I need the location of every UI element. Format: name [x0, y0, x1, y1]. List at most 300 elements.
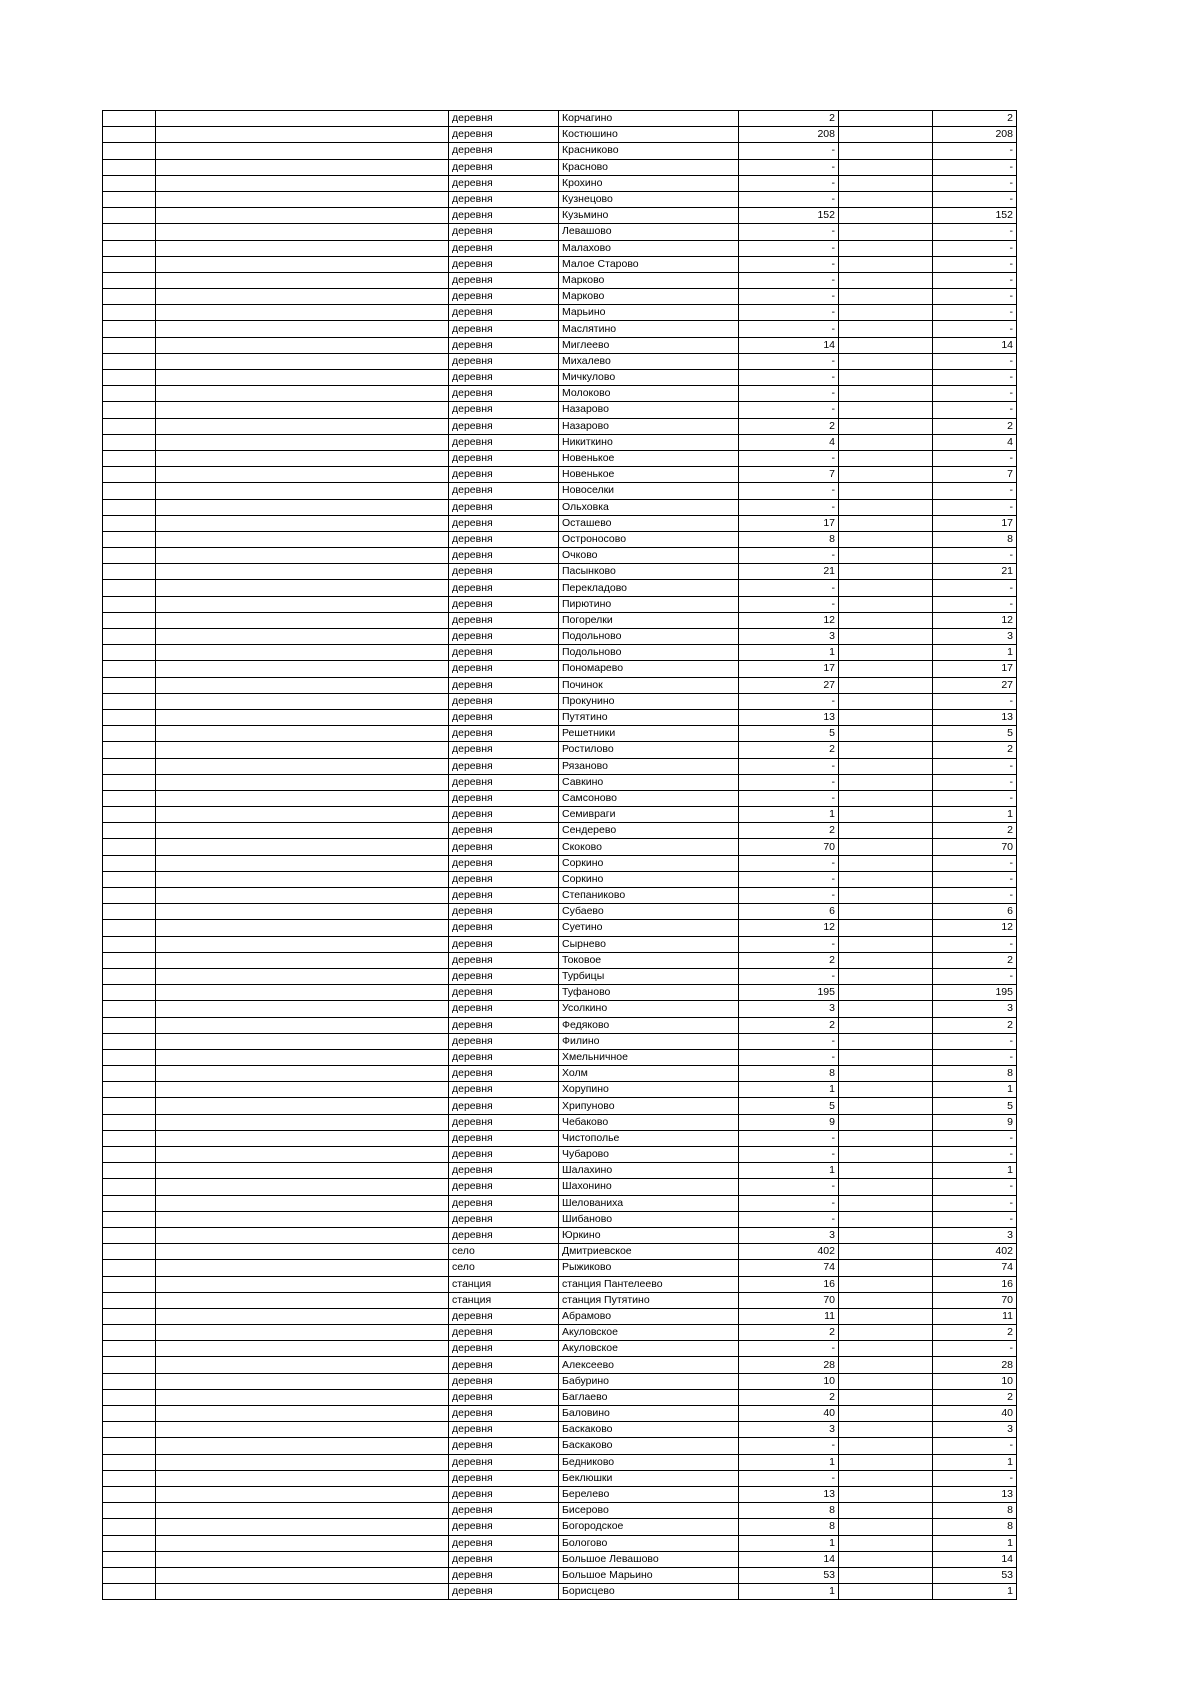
settlement-name-cell: Новенькое: [559, 467, 739, 483]
settlement-name-cell: Корчагино: [559, 111, 739, 127]
settlement-name-cell: Семивраги: [559, 807, 739, 823]
population-total-cell: 11: [739, 1308, 839, 1324]
population-value-cell: -: [933, 1470, 1017, 1486]
population-total-cell: 8: [739, 1066, 839, 1082]
empty-cell: [103, 175, 156, 191]
empty-cell: [839, 677, 933, 693]
empty-cell: [839, 596, 933, 612]
empty-cell: [839, 693, 933, 709]
empty-cell: [103, 515, 156, 531]
settlement-name-cell: Баскаково: [559, 1422, 739, 1438]
table-row: [103, 1389, 1017, 1405]
empty-cell: [103, 467, 156, 483]
population-total-cell: -: [739, 240, 839, 256]
empty-cell: [103, 127, 156, 143]
empty-cell: [839, 1033, 933, 1049]
population-value-cell: 1: [933, 807, 1017, 823]
settlement-type-cell: деревня: [449, 839, 559, 855]
empty-cell: [839, 208, 933, 224]
population-value-cell: -: [933, 580, 1017, 596]
settlement-type-cell: деревня: [449, 1422, 559, 1438]
empty-cell: [103, 677, 156, 693]
empty-cell: [156, 548, 449, 564]
population-value-cell: -: [933, 305, 1017, 321]
empty-cell: [103, 1519, 156, 1535]
empty-cell: [103, 661, 156, 677]
population-value-cell: 2: [933, 952, 1017, 968]
empty-cell: [103, 208, 156, 224]
empty-cell: [839, 1292, 933, 1308]
empty-cell: [103, 1406, 156, 1422]
settlement-type-cell: деревня: [449, 127, 559, 143]
empty-cell: [156, 823, 449, 839]
empty-cell: [156, 726, 449, 742]
settlement-type-cell: деревня: [449, 1373, 559, 1389]
empty-cell: [839, 580, 933, 596]
population-value-cell: 7: [933, 467, 1017, 483]
empty-cell: [156, 224, 449, 240]
empty-cell: [839, 1049, 933, 1065]
table-row: [103, 1551, 1017, 1567]
settlement-name-cell: Малое Старово: [559, 256, 739, 272]
empty-cell: [103, 823, 156, 839]
empty-cell: [156, 515, 449, 531]
settlement-name-cell: Пасынково: [559, 564, 739, 580]
population-value-cell: -: [933, 321, 1017, 337]
empty-cell: [156, 1276, 449, 1292]
population-value-cell: 1: [933, 1163, 1017, 1179]
empty-cell: [103, 1422, 156, 1438]
empty-cell: [839, 1066, 933, 1082]
empty-cell: [839, 143, 933, 159]
empty-cell: [156, 1098, 449, 1114]
empty-cell: [839, 1017, 933, 1033]
population-total-cell: 1: [739, 1082, 839, 1098]
empty-cell: [839, 855, 933, 871]
empty-cell: [103, 240, 156, 256]
table-row: [103, 531, 1017, 547]
population-total-cell: -: [739, 871, 839, 887]
population-total-cell: 195: [739, 985, 839, 1001]
settlement-name-cell: Беклюшки: [559, 1470, 739, 1486]
population-total-cell: 5: [739, 1098, 839, 1114]
settlement-type-cell: деревня: [449, 499, 559, 515]
population-value-cell: 28: [933, 1357, 1017, 1373]
population-value-cell: -: [933, 758, 1017, 774]
table-row: [103, 1260, 1017, 1276]
table-row: [103, 1147, 1017, 1163]
empty-cell: [156, 985, 449, 1001]
table-row: [103, 272, 1017, 288]
population-value-cell: -: [933, 499, 1017, 515]
empty-cell: [156, 272, 449, 288]
table-row: [103, 289, 1017, 305]
settlement-type-cell: деревня: [449, 386, 559, 402]
settlement-type-cell: деревня: [449, 661, 559, 677]
settlement-type-cell: деревня: [449, 904, 559, 920]
population-total-cell: -: [739, 1341, 839, 1357]
settlement-type-cell: деревня: [449, 612, 559, 628]
empty-cell: [839, 224, 933, 240]
settlement-name-cell: Очково: [559, 548, 739, 564]
population-value-cell: 5: [933, 1098, 1017, 1114]
empty-cell: [103, 1357, 156, 1373]
empty-cell: [839, 159, 933, 175]
population-value-cell: -: [933, 1049, 1017, 1065]
empty-cell: [156, 111, 449, 127]
empty-cell: [156, 1017, 449, 1033]
table-row: [103, 515, 1017, 531]
empty-cell: [103, 143, 156, 159]
population-total-cell: 2: [739, 1389, 839, 1405]
settlement-name-cell: Ольховка: [559, 499, 739, 515]
population-value-cell: 14: [933, 1551, 1017, 1567]
settlement-name-cell: Красново: [559, 159, 739, 175]
settlement-name-cell: Погорелки: [559, 612, 739, 628]
table-row: [103, 1422, 1017, 1438]
empty-cell: [103, 726, 156, 742]
population-total-cell: -: [739, 855, 839, 871]
empty-cell: [103, 256, 156, 272]
settlement-name-cell: Баглаево: [559, 1389, 739, 1405]
population-total-cell: -: [739, 758, 839, 774]
population-value-cell: 2: [933, 823, 1017, 839]
table-row: [103, 1195, 1017, 1211]
empty-cell: [839, 256, 933, 272]
population-value-cell: -: [933, 855, 1017, 871]
settlement-name-cell: Пирютино: [559, 596, 739, 612]
empty-cell: [839, 1276, 933, 1292]
table-row: [103, 888, 1017, 904]
population-total-cell: -: [739, 256, 839, 272]
population-value-cell: 2: [933, 111, 1017, 127]
empty-cell: [156, 1454, 449, 1470]
settlement-type-cell: деревня: [449, 693, 559, 709]
settlement-type-cell: деревня: [449, 952, 559, 968]
population-total-cell: 53: [739, 1567, 839, 1583]
settlement-type-cell: деревня: [449, 985, 559, 1001]
empty-cell: [156, 1147, 449, 1163]
empty-cell: [156, 1519, 449, 1535]
empty-cell: [839, 1211, 933, 1227]
empty-cell: [156, 1195, 449, 1211]
table-row: [103, 1163, 1017, 1179]
settlement-name-cell: Рыжиково: [559, 1260, 739, 1276]
empty-cell: [103, 1276, 156, 1292]
table-row: [103, 1276, 1017, 1292]
settlement-type-cell: деревня: [449, 1551, 559, 1567]
settlement-name-cell: Шелованиха: [559, 1195, 739, 1211]
settlement-name-cell: Филино: [559, 1033, 739, 1049]
empty-cell: [839, 1357, 933, 1373]
settlement-name-cell: Починок: [559, 677, 739, 693]
empty-cell: [103, 1163, 156, 1179]
table-row: [103, 1535, 1017, 1551]
population-total-cell: -: [739, 596, 839, 612]
population-total-cell: 10: [739, 1373, 839, 1389]
empty-cell: [839, 353, 933, 369]
empty-cell: [839, 1470, 933, 1486]
settlement-type-cell: деревня: [449, 1341, 559, 1357]
empty-cell: [156, 1357, 449, 1373]
table-row: [103, 1438, 1017, 1454]
population-value-cell: -: [933, 1195, 1017, 1211]
table-row: [103, 208, 1017, 224]
population-total-cell: 2: [739, 111, 839, 127]
population-value-cell: 3: [933, 629, 1017, 645]
settlement-type-cell: деревня: [449, 677, 559, 693]
empty-cell: [839, 1567, 933, 1583]
settlement-type-cell: деревня: [449, 548, 559, 564]
population-value-cell: 1: [933, 1584, 1017, 1600]
population-value-cell: -: [933, 968, 1017, 984]
population-total-cell: -: [739, 386, 839, 402]
settlement-name-cell: Малахово: [559, 240, 739, 256]
settlement-type-cell: деревня: [449, 1211, 559, 1227]
settlement-type-cell: деревня: [449, 272, 559, 288]
empty-cell: [103, 1195, 156, 1211]
settlement-name-cell: Подольново: [559, 629, 739, 645]
settlement-name-cell: Молоково: [559, 386, 739, 402]
population-total-cell: -: [739, 968, 839, 984]
settlement-type-cell: деревня: [449, 515, 559, 531]
empty-cell: [103, 936, 156, 952]
table-row: [103, 855, 1017, 871]
settlement-type-cell: деревня: [449, 289, 559, 305]
table-row: [103, 645, 1017, 661]
table-row: [103, 823, 1017, 839]
empty-cell: [103, 693, 156, 709]
empty-cell: [103, 1567, 156, 1583]
population-value-cell: 70: [933, 1292, 1017, 1308]
empty-cell: [839, 175, 933, 191]
table-row: [103, 224, 1017, 240]
settlement-name-cell: Богородское: [559, 1519, 739, 1535]
population-total-cell: 14: [739, 337, 839, 353]
population-total-cell: -: [739, 175, 839, 191]
settlement-name-cell: Решетники: [559, 726, 739, 742]
population-value-cell: -: [933, 191, 1017, 207]
empty-cell: [156, 1341, 449, 1357]
empty-cell: [103, 1292, 156, 1308]
empty-cell: [839, 1308, 933, 1324]
population-value-cell: 195: [933, 985, 1017, 1001]
table-row: [103, 661, 1017, 677]
table-row: [103, 1130, 1017, 1146]
settlement-type-cell: станция: [449, 1292, 559, 1308]
settlement-name-cell: Марково: [559, 289, 739, 305]
population-value-cell: -: [933, 289, 1017, 305]
settlement-type-cell: деревня: [449, 467, 559, 483]
table-row: [103, 175, 1017, 191]
settlement-name-cell: Баловино: [559, 1406, 739, 1422]
empty-cell: [156, 709, 449, 725]
population-value-cell: -: [933, 596, 1017, 612]
empty-cell: [103, 904, 156, 920]
table-row: [103, 483, 1017, 499]
settlement-type-cell: деревня: [449, 370, 559, 386]
settlement-name-cell: Самсоново: [559, 790, 739, 806]
population-total-cell: -: [739, 289, 839, 305]
empty-cell: [103, 774, 156, 790]
empty-cell: [103, 1438, 156, 1454]
empty-cell: [839, 904, 933, 920]
settlement-type-cell: деревня: [449, 1325, 559, 1341]
population-value-cell: -: [933, 1179, 1017, 1195]
empty-cell: [839, 337, 933, 353]
settlement-type-cell: деревня: [449, 143, 559, 159]
empty-cell: [103, 434, 156, 450]
population-total-cell: 1: [739, 1584, 839, 1600]
table-row: [103, 402, 1017, 418]
settlement-type-cell: деревня: [449, 1519, 559, 1535]
settlement-name-cell: Берелево: [559, 1486, 739, 1502]
empty-cell: [839, 450, 933, 466]
settlement-name-cell: Шибаново: [559, 1211, 739, 1227]
settlements-table: [102, 110, 1017, 1600]
empty-cell: [156, 256, 449, 272]
settlement-name-cell: Назарово: [559, 402, 739, 418]
empty-cell: [839, 272, 933, 288]
empty-cell: [156, 1308, 449, 1324]
settlement-type-cell: деревня: [449, 1584, 559, 1600]
empty-cell: [839, 1325, 933, 1341]
settlement-name-cell: Марково: [559, 272, 739, 288]
empty-cell: [839, 1227, 933, 1243]
table-row: [103, 418, 1017, 434]
population-value-cell: -: [933, 143, 1017, 159]
settlement-type-cell: деревня: [449, 823, 559, 839]
table-row: [103, 1001, 1017, 1017]
settlement-name-cell: Чебаково: [559, 1114, 739, 1130]
population-value-cell: 1: [933, 1454, 1017, 1470]
population-total-cell: -: [739, 191, 839, 207]
settlement-type-cell: деревня: [449, 1017, 559, 1033]
settlement-type-cell: деревня: [449, 1308, 559, 1324]
empty-cell: [156, 1486, 449, 1502]
empty-cell: [103, 612, 156, 628]
empty-cell: [103, 531, 156, 547]
empty-cell: [839, 774, 933, 790]
population-value-cell: 40: [933, 1406, 1017, 1422]
empty-cell: [103, 1211, 156, 1227]
empty-cell: [839, 1163, 933, 1179]
settlement-type-cell: деревня: [449, 111, 559, 127]
table-row: [103, 612, 1017, 628]
table-row: [103, 936, 1017, 952]
empty-cell: [839, 1114, 933, 1130]
empty-cell: [156, 1438, 449, 1454]
settlement-name-cell: Хмельничное: [559, 1049, 739, 1065]
empty-cell: [156, 871, 449, 887]
population-value-cell: -: [933, 1211, 1017, 1227]
population-total-cell: -: [739, 1147, 839, 1163]
table-row: [103, 1179, 1017, 1195]
empty-cell: [156, 1244, 449, 1260]
settlement-name-cell: Красниково: [559, 143, 739, 159]
population-value-cell: 27: [933, 677, 1017, 693]
settlement-name-cell: Рязаново: [559, 758, 739, 774]
empty-cell: [103, 790, 156, 806]
table-row: [103, 904, 1017, 920]
settlement-name-cell: Шахонино: [559, 1179, 739, 1195]
empty-cell: [156, 337, 449, 353]
population-total-cell: 8: [739, 1503, 839, 1519]
population-value-cell: -: [933, 774, 1017, 790]
empty-cell: [839, 661, 933, 677]
table-row: [103, 127, 1017, 143]
population-value-cell: 10: [933, 1373, 1017, 1389]
empty-cell: [839, 1438, 933, 1454]
empty-cell: [103, 758, 156, 774]
table-row: [103, 1049, 1017, 1065]
table-row: [103, 1098, 1017, 1114]
population-total-cell: -: [739, 774, 839, 790]
population-total-cell: -: [739, 548, 839, 564]
settlement-type-cell: деревня: [449, 871, 559, 887]
settlement-name-cell: Баскаково: [559, 1438, 739, 1454]
settlement-type-cell: деревня: [449, 1227, 559, 1243]
empty-cell: [839, 1519, 933, 1535]
table-row: [103, 1114, 1017, 1130]
empty-cell: [156, 127, 449, 143]
table-row: [103, 968, 1017, 984]
empty-cell: [103, 418, 156, 434]
table-row: [103, 337, 1017, 353]
empty-cell: [103, 645, 156, 661]
empty-cell: [103, 1017, 156, 1033]
settlement-type-cell: деревня: [449, 224, 559, 240]
population-value-cell: -: [933, 240, 1017, 256]
population-total-cell: -: [739, 224, 839, 240]
empty-cell: [103, 1130, 156, 1146]
population-value-cell: 17: [933, 661, 1017, 677]
population-value-cell: 12: [933, 920, 1017, 936]
population-value-cell: 16: [933, 1276, 1017, 1292]
table-row: [103, 1244, 1017, 1260]
population-total-cell: 4: [739, 434, 839, 450]
settlement-type-cell: деревня: [449, 337, 559, 353]
settlement-name-cell: станция Пантелеево: [559, 1276, 739, 1292]
table-row: [103, 1211, 1017, 1227]
population-total-cell: -: [739, 159, 839, 175]
settlement-type-cell: деревня: [449, 1406, 559, 1422]
empty-cell: [103, 920, 156, 936]
empty-cell: [156, 1179, 449, 1195]
empty-cell: [156, 564, 449, 580]
settlement-type-cell: деревня: [449, 1438, 559, 1454]
population-total-cell: 8: [739, 531, 839, 547]
population-value-cell: 14: [933, 337, 1017, 353]
settlement-name-cell: Абрамово: [559, 1308, 739, 1324]
settlement-type-cell: деревня: [449, 1098, 559, 1114]
population-value-cell: 11: [933, 1308, 1017, 1324]
population-total-cell: -: [739, 321, 839, 337]
empty-cell: [839, 305, 933, 321]
empty-cell: [156, 305, 449, 321]
settlement-type-cell: деревня: [449, 175, 559, 191]
settlement-name-cell: Акуловское: [559, 1341, 739, 1357]
empty-cell: [839, 1373, 933, 1389]
empty-cell: [103, 1325, 156, 1341]
empty-cell: [839, 467, 933, 483]
settlement-name-cell: Хрипуново: [559, 1098, 739, 1114]
settlement-name-cell: Осташево: [559, 515, 739, 531]
empty-cell: [156, 1130, 449, 1146]
settlement-type-cell: деревня: [449, 774, 559, 790]
table-row: [103, 1406, 1017, 1422]
population-total-cell: -: [739, 1438, 839, 1454]
